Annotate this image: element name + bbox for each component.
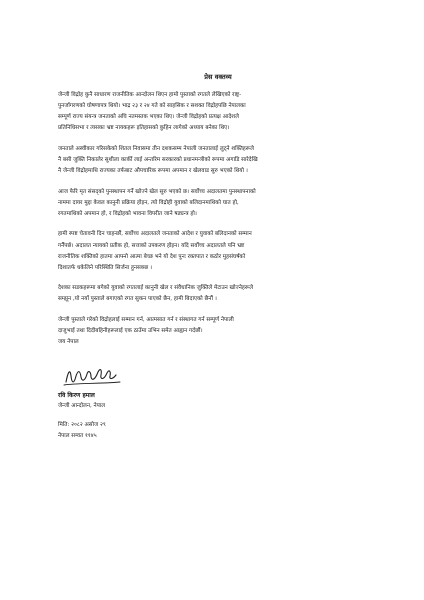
paragraph xyxy=(58,187,378,220)
signatory-name: रवि किरण हमाल xyxy=(58,392,95,400)
paragraph xyxy=(58,144,378,177)
paragraph-line: सम्झून ,यो नयाँ पुस्ताले बगाएको रगत सुकन पाएको छैन, हामी बिदाएको छैनौं । xyxy=(58,296,217,303)
paragraph-line: पुनर्जागरणको घोषणापत्र थियो। भाद्र २३ र २४ गते को साहसिक र सशक्त विद्रोहपछि नेपालका xyxy=(58,103,246,110)
nepal-sambat-date: नेपाल सम्वत ११४५ xyxy=(58,433,97,440)
paragraph-line: प्रतिनिधिसभा र त्यसका भ्रष्ट नायकहरू इतिहासको कुहिन लागेको अध्याय बनेका थिए। xyxy=(58,125,230,132)
paragraph-line: जय नेपाल xyxy=(58,339,79,346)
document-title: प्रेस वक्तव्य xyxy=(204,73,232,81)
paragraph-line: नाममा दायर मुद्दा केवल कानुनी प्रक्रिया होइन, त्यो विद्रोही युवाको बलिदानमाथिको घात हो, xyxy=(58,199,239,206)
paragraph-line: राजनीतिक शक्तिको हातमा आफ्नो आत्मा बेच्छ भने यो देश पुनः रक्तपात र कठोर मुहसंघर्षको xyxy=(58,253,246,260)
statement-body xyxy=(58,90,378,348)
paragraph-line: जेन्जी पुस्ताले गरेको विद्रोहलाई सम्मान गर्न, आत्मसात गर्न र संस्थागत गर्न सम्पूर्ण नेपाली xyxy=(58,317,234,323)
paragraph xyxy=(58,283,378,305)
paragraph-line: नै जेन्जी विद्रोहमाथि राज्यका तर्फबाट औपचारिक रूपमा अपमान र खेलवाड सुरु भएको थियो । xyxy=(58,168,248,175)
signature-image xyxy=(58,362,378,390)
paragraph-line: दाजुभाई तथा दिदीबहिनीहरूलाई एक ठाउँमा उभिन समेत आह्वान गर्दछौं। xyxy=(58,328,203,335)
paragraph-line: सम्पूर्ण राज्य संयन्त्र जनताको अघि नतमस्तक भएका थिए। जेन्जी विद्रोहको प्रत्यक्ष आदेशले xyxy=(58,114,239,121)
paragraph xyxy=(58,315,378,348)
signatory-organization: जेन्जी आन्दोलन, नेपाल xyxy=(58,403,106,410)
paragraph-line: हामी स्पष्ट चेतावनी दिन चाहन्छौं, सर्वोच्च अदालतले जनताको आदेश र युवाको बलिदानको सम्मान xyxy=(58,231,252,238)
paragraph-line: नै बसी जुक्ति निकालेर सुशीला कार्की लाई अन्तरिम सरकारको प्रधानमन्त्रीको रूपमा अगाडि सारेदेखि xyxy=(58,156,258,163)
paragraph xyxy=(58,90,378,134)
paragraph-line: जनताले अस्वीकार गरिसकेको शितल निवासमा तीन दशकसम्म नेपाली जनतालाई लुट्ने शक्तिहरूले xyxy=(58,145,254,152)
paragraph-line: रगतमाथिको अपमान हो, र विद्रोहको भावना विपरीत जाने षड्यन्त्र हो। xyxy=(58,210,197,217)
paragraph-line: जेन्जी विद्रोह कुनै साधारण राजनीतिक आन्दोलन थिएन हामो पुस्ताको रगतले लेखिएको राष्ट्र- xyxy=(58,92,242,98)
paragraph-line: गर्नैपर्छ। अदालत न्यायको प्रतीक हो, सत्ताको उपकरण होइन। यदि सर्वोच्च अदालतले पनि भ्रष्ट xyxy=(58,242,245,249)
paragraph xyxy=(58,229,378,273)
paragraph-line: आज फेरि मृत संसद्को पुनस्थापन गर्ने खोज्ने खेल सुरु भएको छ। सर्वोच्च अदालतमा पुनस्थापनाको xyxy=(58,188,256,195)
statement-date: मिति: २०८२ असोज २९ xyxy=(58,422,106,429)
paragraph-line: देशका सडकहरूमा बगेको युवाको रगतलाई कानुनी खेल र संवैधानिक जुक्तिले मेटाउन खोज्नेहरूले xyxy=(58,285,253,292)
paragraph-line: दिशातर्फ धकेलिने परिस्थिति सिर्जना हुनसक्छ । xyxy=(58,264,153,271)
